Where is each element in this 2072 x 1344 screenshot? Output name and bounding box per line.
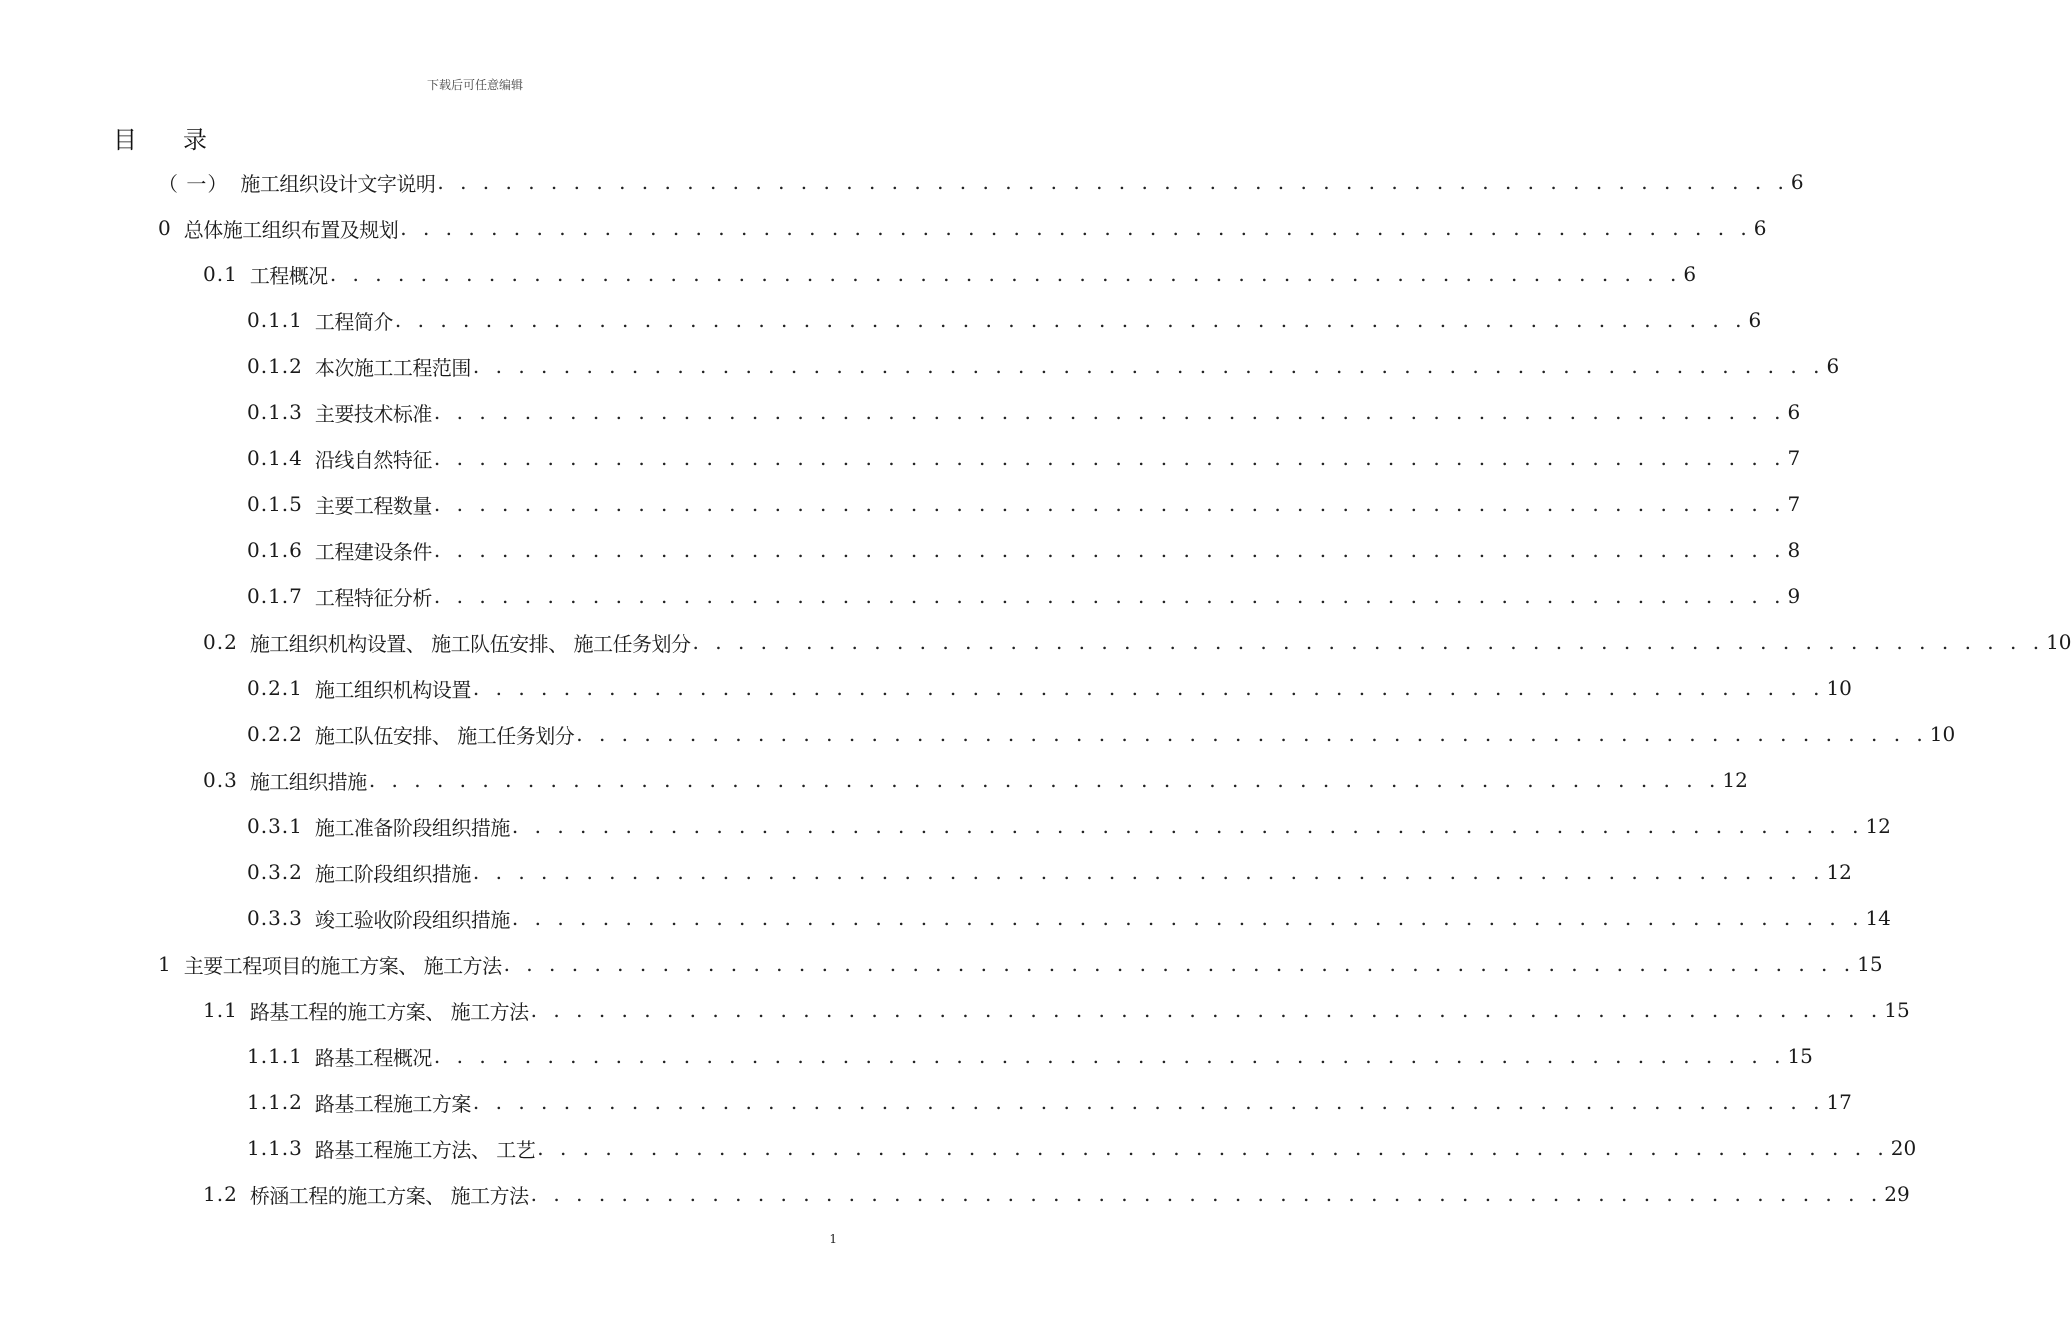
toc-entry-page: 6 (1787, 400, 1801, 424)
toc-dot-leader: . . . . . . . . . . . . . . . . . . . . . . . . . . . . . . . . . . . . . . . . . . . . . . . . . . . . . . . . . . . . (511, 814, 1864, 838)
toc-entry-number: 0.1.2 (247, 354, 303, 378)
toc-dot-leader: . . . . . . . . . . . . . . . . . . . . . . . . . . . . . . . . . . . . . . . . . . . . . . . . . . . . . . . . . . . . (400, 216, 1752, 240)
toc-dot-leader: . . . . . . . . . . . . . . . . . . . . . . . . . . . . . . . . . . . . . . . . . . . . . . . . . . . . . . . . . . . . (503, 952, 1856, 976)
toc-entry-number: 0.3.3 (247, 906, 303, 930)
toc-entry[interactable] (158, 941, 1883, 987)
toc-entry[interactable] (247, 343, 1840, 389)
header-note: 下载后可任意编辑 (426, 78, 523, 92)
toc-entry[interactable] (203, 757, 1748, 803)
toc-dot-leader: . . . . . . . . . . . . . . . . . . . . . . . . . . . . . . . . . . . . . . . . . . . . . . . . . . . . . . . . . . . . (433, 400, 1786, 424)
toc-entry-title: 施工组织措施 (249, 769, 367, 794)
toc-title (113, 120, 207, 155)
toc-entry-number: 1.1.3 (247, 1136, 303, 1160)
toc-entry[interactable] (247, 389, 1801, 435)
toc-dot-leader: . . . . . . . . . . . . . . . . . . . . . . . . . . . . . . . . . . . . . . . . . . . . . . . . . . . . . . . . . . . . (437, 170, 1789, 194)
toc-entry-number: 0.1.3 (247, 400, 303, 424)
toc-dot-leader: . . . . . . . . . . . . . . . . . . . . . . . . . . . . . . . . . . . . . . . . . . . . . . . . . . . . . . . . . . . . (433, 1044, 1786, 1068)
toc-entry[interactable] (247, 895, 1891, 941)
toc-entry-title: 施工组织设计文字说明 (240, 171, 436, 196)
toc-entry[interactable] (247, 481, 1801, 527)
toc-entry[interactable] (247, 803, 1891, 849)
toc-entry-page: 10 (1826, 676, 1852, 700)
toc-entry-number: 0.1.1 (247, 308, 303, 332)
toc-entry-number: 0.2.2 (247, 722, 303, 746)
toc-entry-title: 路基工程施工方案 (314, 1091, 471, 1116)
toc-entry-number: 0.1.5 (247, 492, 303, 516)
toc-entry[interactable] (247, 435, 1801, 481)
toc-dot-leader: . . . . . . . . . . . . . . . . . . . . . . . . . . . . . . . . . . . . . . . . . . . . . . . . . . . . . . . . . . . . (394, 308, 1747, 332)
toc-entry-number: 0.1.7 (247, 584, 303, 608)
page-number: 1 (829, 1232, 837, 1246)
toc-entry-number: 0.3 (203, 768, 238, 792)
toc-entry-page: 6 (1790, 170, 1804, 194)
toc-entry-title: 沿线自然特征 (314, 447, 432, 472)
toc-entry[interactable] (158, 159, 1804, 205)
toc-entry-title: 工程简介 (314, 309, 393, 334)
toc-entry-number: 1.1.2 (247, 1090, 303, 1114)
toc-dot-leader: . . . . . . . . . . . . . . . . . . . . . . . . . . . . . . . . . . . . . . . . . . . . . . . . . . . . . . . . . . . . (368, 768, 1721, 792)
toc-dot-leader: . . . . . . . . . . . . . . . . . . . . . . . . . . . . . . . . . . . . . . . . . . . . . . . . . . . . . . . . . . . . (472, 676, 1825, 700)
toc-dot-leader: . . . . . . . . . . . . . . . . . . . . . . . . . . . . . . . . . . . . . . . . . . . . . . . . . . . . . . . . . . . . (537, 1136, 1889, 1160)
toc-entry-page: 12 (1865, 814, 1891, 838)
toc-entry-title: 施工阶段组织措施 (314, 861, 471, 886)
toc-dot-leader: . . . . . . . . . . . . . . . . . . . . . . . . . . . . . . . . . . . . . . . . . . . . . . . . . . . . . . . . . . . . (692, 630, 2045, 654)
toc-entry-page: 6 (1753, 216, 1767, 240)
toc-entry[interactable] (158, 205, 1767, 251)
toc-entry-title: 施工组织机构设置 (314, 677, 471, 702)
toc-entry-page: 7 (1787, 492, 1801, 516)
toc-entry-page: 6 (1748, 308, 1762, 332)
toc-entry-title: 工程概况 (249, 263, 328, 288)
toc-dot-leader: . . . . . . . . . . . . . . . . . . . . . . . . . . . . . . . . . . . . . . . . . . . . . . . . . . . . . . . . . . . . (530, 998, 1883, 1022)
toc-entry-page: 17 (1826, 1090, 1852, 1114)
toc-entry-number: 1.1.1 (247, 1044, 303, 1068)
toc-entry-page: 7 (1787, 446, 1801, 470)
toc-dot-leader: . . . . . . . . . . . . . . . . . . . . . . . . . . . . . . . . . . . . . . . . . . . . . . . . . . . . . . . . . . . . (329, 262, 1682, 286)
toc-entry-title: 路基工程施工方法、 工艺 (314, 1137, 536, 1162)
toc-entry-title: 桥涵工程的施工方案、 施工方法 (249, 1183, 529, 1208)
toc-dot-leader: . . . . . . . . . . . . . . . . . . . . . . . . . . . . . . . . . . . . . . . . . . . . . . . . . . . . . . . . . . . . (433, 446, 1786, 470)
toc-title-char-1: 目 (113, 126, 137, 154)
toc-entry-title: 总体施工组织布置及规划 (183, 217, 399, 242)
toc-entry-number: （ 一） (158, 171, 229, 196)
toc-entry-page: 6 (1683, 262, 1697, 286)
toc-entry[interactable] (247, 527, 1801, 573)
toc-entry[interactable] (247, 573, 1801, 619)
toc-entry-title: 竣工验收阶段组织措施 (314, 907, 510, 932)
toc-entry-number: 1.2 (203, 1182, 238, 1206)
toc-dot-leader: . . . . . . . . . . . . . . . . . . . . . . . . . . . . . . . . . . . . . . . . . . . . . . . . . . . . . . . . . . . . (433, 492, 1786, 516)
toc-title-char-2: 录 (183, 126, 207, 154)
toc-dot-leader: . . . . . . . . . . . . . . . . . . . . . . . . . . . . . . . . . . . . . . . . . . . . . . . . . . . . . . . . . . . . (576, 722, 1928, 746)
toc-entry-number: 0 (158, 216, 172, 240)
toc-entry-page: 10 (2046, 630, 2072, 654)
toc-entry-title: 本次施工工程范围 (314, 355, 471, 380)
toc-entry-page: 12 (1722, 768, 1748, 792)
toc-entry-title: 主要工程项目的施工方案、 施工方法 (183, 953, 502, 978)
toc-entry-title: 路基工程概况 (314, 1045, 432, 1070)
toc-entry[interactable] (203, 987, 1910, 1033)
toc-entry-page: 10 (1929, 722, 1956, 746)
toc-entry-number: 0.1.6 (247, 538, 303, 562)
toc-entry-page: 8 (1787, 538, 1801, 562)
toc-entry[interactable] (247, 297, 1762, 343)
toc-entry-page: 9 (1787, 584, 1801, 608)
toc-entry-page: 15 (1884, 998, 1910, 1022)
toc-entry-title: 施工队伍安排、 施工任务划分 (314, 723, 575, 748)
toc-entry-page: 12 (1826, 860, 1852, 884)
toc-entry-page: 29 (1884, 1182, 1910, 1206)
toc-dot-leader: . . . . . . . . . . . . . . . . . . . . . . . . . . . . . . . . . . . . . . . . . . . . . . . . . . . . . . . . . . . . (511, 906, 1864, 930)
toc-entry-number: 1.1 (203, 998, 238, 1022)
toc-entry[interactable] (247, 711, 1956, 757)
toc-entry-title: 施工准备阶段组织措施 (314, 815, 510, 840)
toc-entry-page: 14 (1865, 906, 1891, 930)
toc-dot-leader: . . . . . . . . . . . . . . . . . . . . . . . . . . . . . . . . . . . . . . . . . . . . . . . . . . . . . . . . . . . . (472, 860, 1825, 884)
toc-entry-page: 15 (1857, 952, 1883, 976)
toc-entry-number: 0.2.1 (247, 676, 303, 700)
toc-entry[interactable] (247, 1125, 1917, 1171)
toc-entry-title: 主要工程数量 (314, 493, 432, 518)
toc-dot-leader: . . . . . . . . . . . . . . . . . . . . . . . . . . . . . . . . . . . . . . . . . . . . . . . . . . . . . . . . . . . . (433, 538, 1786, 562)
toc-entry-number: 0.2 (203, 630, 238, 654)
toc-entry[interactable] (247, 849, 1852, 895)
toc-entry-title: 工程建设条件 (314, 539, 432, 564)
toc-entry-title: 工程特征分析 (314, 585, 432, 610)
toc-entry-number: 1 (158, 952, 172, 976)
toc-entry[interactable] (203, 1171, 1910, 1217)
toc-entry[interactable] (247, 1079, 1852, 1125)
toc-entry-title: 路基工程的施工方案、 施工方法 (249, 999, 529, 1024)
toc-dot-leader: . . . . . . . . . . . . . . . . . . . . . . . . . . . . . . . . . . . . . . . . . . . . . . . . . . . . . . . . . . . . (530, 1182, 1883, 1206)
toc-entry-number: 0.1 (203, 262, 238, 286)
toc-entry-page: 6 (1826, 354, 1840, 378)
toc-dot-leader: . . . . . . . . . . . . . . . . . . . . . . . . . . . . . . . . . . . . . . . . . . . . . . . . . . . . . . . . . . . . (472, 354, 1825, 378)
toc-entry-title: 主要技术标准 (314, 401, 432, 426)
toc-entry[interactable] (203, 619, 2072, 665)
toc-dot-leader: . . . . . . . . . . . . . . . . . . . . . . . . . . . . . . . . . . . . . . . . . . . . . . . . . . . . . . . . . . . . (472, 1090, 1825, 1114)
toc-entry-page: 15 (1787, 1044, 1813, 1068)
toc-entry-number: 0.1.4 (247, 446, 303, 470)
toc-entry[interactable] (247, 665, 1852, 711)
toc-entry-number: 0.3.1 (247, 814, 303, 838)
toc-entry-title: 施工组织机构设置、 施工队伍安排、 施工任务划分 (249, 631, 691, 656)
toc-entry[interactable] (203, 251, 1697, 297)
toc-dot-leader: . . . . . . . . . . . . . . . . . . . . . . . . . . . . . . . . . . . . . . . . . . . . . . . . . . . . . . . . . . . . (433, 584, 1786, 608)
toc-entry[interactable] (247, 1033, 1813, 1079)
toc-entry-page: 20 (1890, 1136, 1917, 1160)
toc-entry-number: 0.3.2 (247, 860, 303, 884)
